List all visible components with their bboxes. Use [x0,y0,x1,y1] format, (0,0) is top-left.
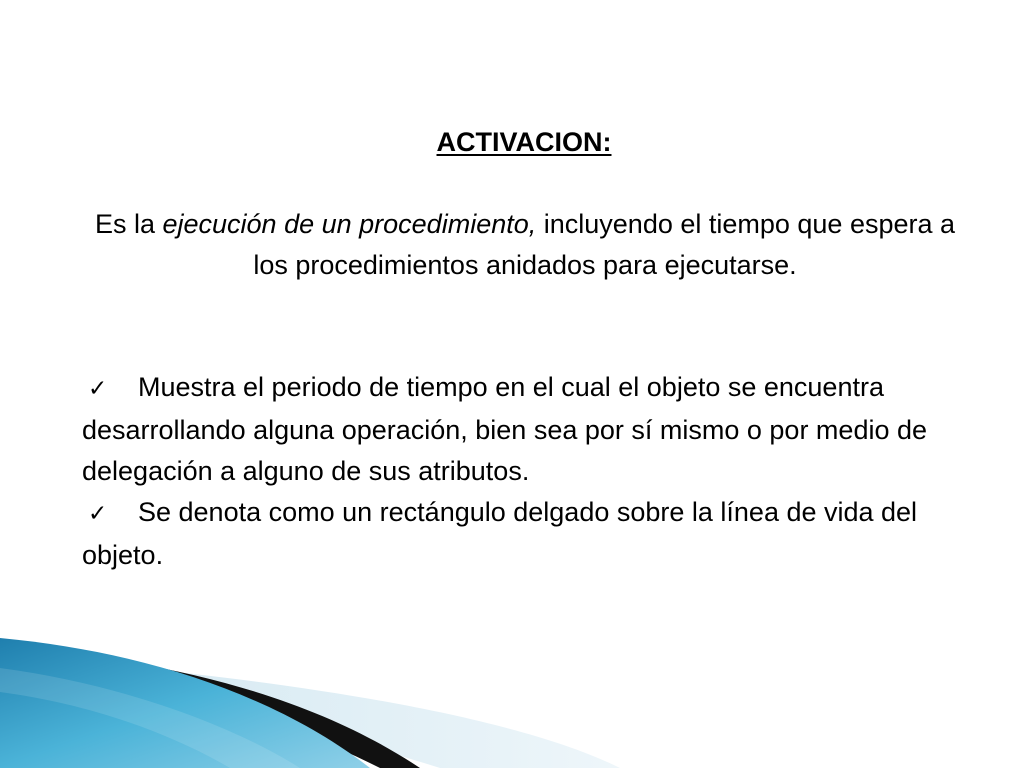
definition-text [80,204,970,286]
checkmark-icon: ✓ [88,376,108,402]
definition-suffix: incluyendo el tiempo que espera a los procedimientos anidados para ejecutarse. [253,209,956,280]
bullet-item [82,492,982,576]
slide-title: ACTIVACION: [436,127,612,157]
definition-prefix: Es la [94,209,163,239]
bullet-list [82,367,982,576]
definition-emphasis: ejecución de un procedimiento, [162,209,537,239]
bullet-text: Muestra el periodo de tiempo en el cual el objeto se encuentra desarrollando alguna operación, bien sea por sí mismo o por medio de delegación a alguno de sus atributos. [82,372,928,486]
bullet-item [82,367,982,492]
bottom-wave-decoration [0,638,1024,768]
checkmark-icon: ✓ [88,501,108,527]
bullet-text: Se denota como un rectángulo delgado sobre la línea de vida del objeto. [82,497,918,570]
